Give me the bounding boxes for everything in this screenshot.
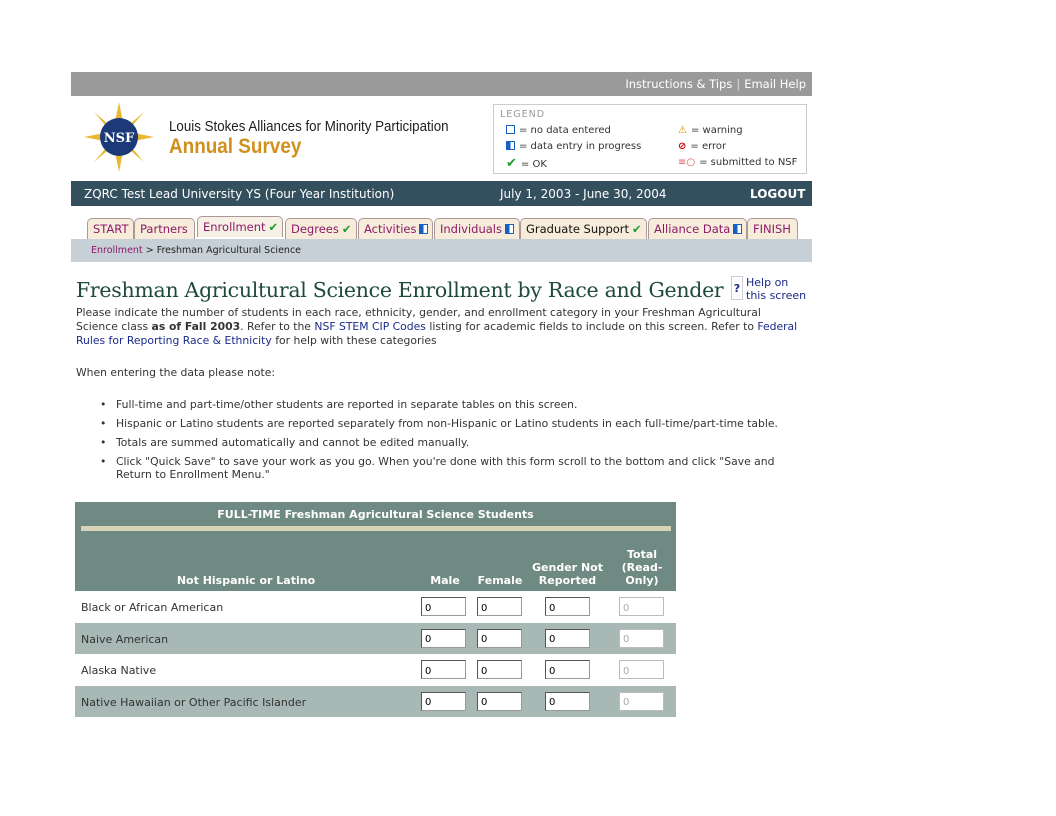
- help-question-icon[interactable]: ?: [731, 276, 743, 300]
- help-on-screen[interactable]: [731, 276, 806, 302]
- col-female-header: Female: [477, 574, 523, 587]
- legend-ok: = OK: [520, 159, 547, 170]
- tab-start[interactable]: [87, 218, 134, 239]
- table-row: [75, 591, 676, 623]
- male-input[interactable]: [421, 660, 466, 679]
- help-link[interactable]: [746, 276, 806, 302]
- help-line-1: Help on: [746, 276, 789, 289]
- col-group-header: Not Hispanic or Latino: [176, 574, 316, 587]
- gender-not-reported-input[interactable]: [545, 629, 590, 648]
- gender-not-reported-input[interactable]: [545, 597, 590, 616]
- tab-enrollment[interactable]: [197, 216, 283, 237]
- male-input[interactable]: [421, 692, 466, 711]
- breadcrumb-current: Freshman Agricultural Science: [156, 245, 302, 256]
- help-line-2: this screen: [746, 289, 807, 302]
- full-time-enrollment-table: [75, 502, 676, 717]
- gender-not-reported-input[interactable]: [545, 692, 590, 711]
- intro-part: . Refer to the: [240, 320, 315, 333]
- in-progress-icon: [419, 224, 428, 234]
- tab-label: Individuals: [440, 222, 502, 236]
- legend-in-progress: = data entry in progress: [519, 141, 642, 152]
- email-help-link[interactable]: Email Help: [744, 77, 806, 91]
- table-header: [75, 531, 676, 591]
- male-input[interactable]: [421, 597, 466, 616]
- tab-finish[interactable]: [747, 218, 798, 239]
- note-item: • Full-time and part-time/other students are reported in separate tables on this screen.: [100, 398, 805, 411]
- table-caption: FULL-TIME Freshman Agricultural Science Students: [75, 502, 676, 526]
- breadcrumb: [71, 239, 812, 262]
- in-progress-icon: [505, 224, 514, 234]
- survey-title: Annual Survey: [169, 135, 302, 158]
- tab-label: Alliance Data: [654, 222, 731, 236]
- table-row: [75, 686, 676, 718]
- female-input[interactable]: [477, 692, 522, 711]
- intro-text: [76, 306, 806, 348]
- male-input[interactable]: [421, 629, 466, 648]
- legend-title: LEGEND: [500, 109, 546, 120]
- note-item: • Hispanic or Latino students are reported separately from non-Hispanic or Latino students in each full-time/part-time table.: [100, 417, 805, 430]
- row-label: Naive American: [81, 632, 169, 646]
- instructions-link[interactable]: Instructions & Tips: [625, 77, 733, 91]
- breadcrumb-separator: >: [145, 245, 154, 256]
- in-progress-icon: [506, 141, 515, 150]
- row-label: Native Hawaiian or Other Pacific Islander: [81, 695, 307, 709]
- institution-bar: [71, 181, 812, 206]
- female-input[interactable]: [477, 597, 522, 616]
- row-label: Alaska Native: [81, 664, 157, 677]
- top-utility-bar: [71, 72, 812, 96]
- ok-check-icon: ✔: [268, 220, 279, 234]
- cip-codes-link[interactable]: NSF STEM CIP Codes: [314, 320, 426, 333]
- organization-name: Louis Stokes Alliances for Minority Participation: [169, 119, 449, 135]
- legend-error: = error: [690, 141, 727, 152]
- tab-label: Graduate Support: [526, 222, 630, 236]
- total-readonly: [619, 660, 664, 679]
- note-item: • Click "Quick Save" to save your work as you go. When you're done with this form scroll to the bottom and click "Save and Return to Enrollment Menu.": [100, 455, 805, 481]
- note-heading: When entering the data please note:: [76, 366, 276, 379]
- notes-list: [100, 398, 805, 487]
- tab-degrees[interactable]: [285, 218, 357, 239]
- breadcrumb-enrollment-link[interactable]: Enrollment: [91, 245, 143, 256]
- table-row: [75, 654, 676, 686]
- separator: |: [736, 77, 741, 91]
- female-input[interactable]: [477, 629, 522, 648]
- total-readonly: [619, 629, 664, 648]
- intro-bold: as of Fall 2003: [151, 320, 241, 333]
- no-data-icon: [506, 125, 515, 134]
- row-label: Black or African American: [81, 601, 224, 614]
- col-gnr-header: Gender Not Reported: [532, 561, 603, 587]
- total-readonly: [619, 597, 664, 616]
- logout-button[interactable]: LOGOUT: [750, 187, 806, 201]
- tab-label: Degrees: [291, 222, 339, 236]
- intro-part: listing for academic fields to include on this screen. Refer to: [425, 320, 758, 333]
- note-item: • Totals are summed automatically and cannot be edited manually.: [100, 436, 805, 449]
- error-icon: ⊘: [678, 141, 687, 152]
- tab-label: FINISH: [753, 222, 791, 236]
- institution-name: ZQRC Test Lead University YS (Four Year Institution): [84, 187, 395, 201]
- legend-warning: = warning: [690, 125, 743, 136]
- ok-check-icon: ✔: [506, 156, 517, 171]
- svg-text:NSF: NSF: [103, 131, 135, 146]
- intro-part: for help with these categories: [271, 334, 437, 347]
- total-readonly: [619, 692, 664, 711]
- col-male-header: Male: [430, 574, 460, 587]
- gender-not-reported-input[interactable]: [545, 660, 590, 679]
- ok-check-icon: ✔: [341, 222, 352, 236]
- col-total-header: Total (Read-Only): [621, 548, 663, 587]
- submitted-icon: ≡○: [678, 157, 696, 168]
- ok-check-icon: ✔: [632, 222, 642, 236]
- page-title: Freshman Agricultural Science Enrollment by Race and Gender: [76, 278, 724, 302]
- tab-label: Partners: [140, 222, 188, 236]
- tab-graduate-support[interactable]: [520, 218, 647, 239]
- reporting-period: July 1, 2003 - June 30, 2004: [500, 187, 667, 201]
- tab-alliance-data[interactable]: [648, 218, 747, 239]
- intro-part: Please indicate the number of students in each race, ethnicity, gender, and enrollment category in your Freshman Agricultural Science class: [76, 306, 761, 333]
- in-progress-icon: [733, 224, 742, 234]
- table-row: [75, 623, 676, 655]
- tab-individuals[interactable]: [434, 218, 520, 239]
- tab-activities[interactable]: [358, 218, 433, 239]
- legend-no-data: = no data entered: [519, 125, 611, 136]
- female-input[interactable]: [477, 660, 522, 679]
- tab-label: Enrollment: [203, 220, 266, 234]
- tab-label: START: [93, 222, 129, 236]
- federal-rules-link[interactable]: Federal Rules for Reporting Race & Ethnicity: [76, 320, 798, 347]
- nsf-logo: [84, 102, 154, 172]
- tab-partners[interactable]: [134, 218, 195, 239]
- legend-submitted: = submitted to NSF: [699, 157, 798, 168]
- warning-icon: ⚠: [678, 125, 687, 136]
- legend-box: [493, 104, 807, 174]
- tab-label: Activities: [364, 222, 417, 236]
